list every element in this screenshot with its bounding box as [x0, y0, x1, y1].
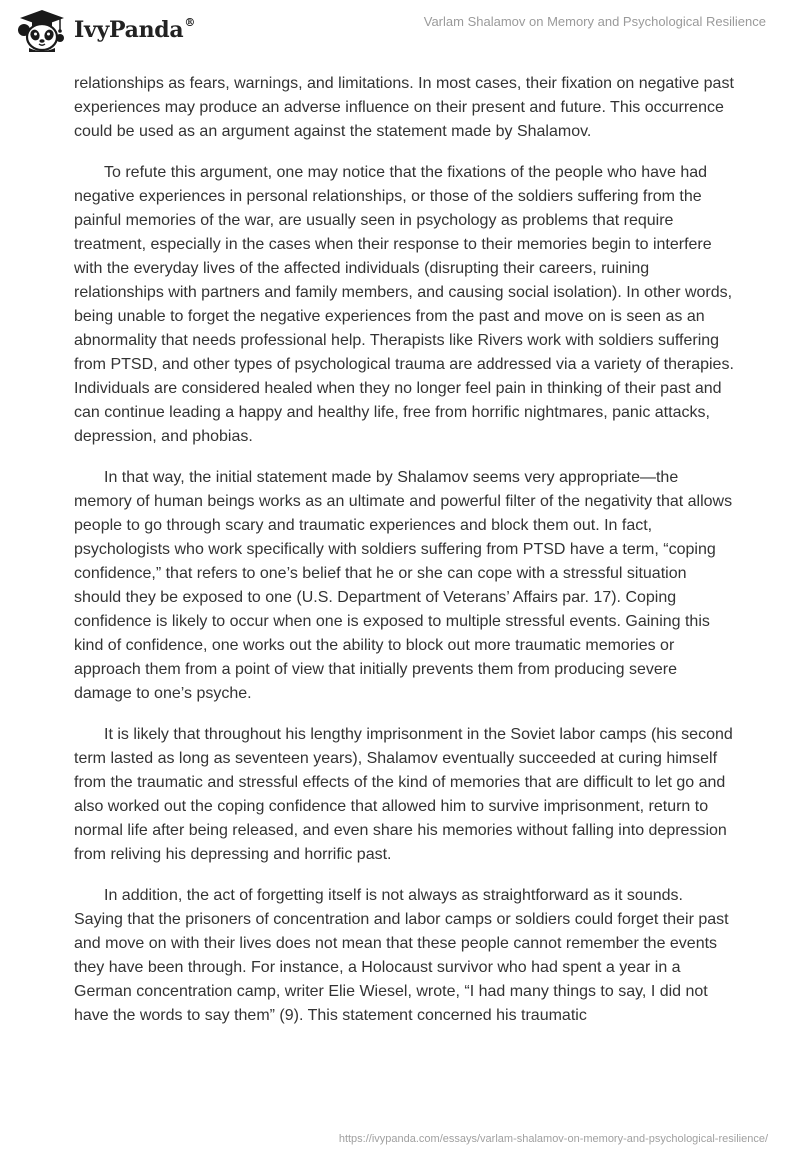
trademark-symbol: ®: [184, 15, 196, 29]
paragraph: In addition, the act of forgetting itself is not always as straightforward as it sounds. Saying that the prisoners of concentration and labor camps or soldiers could forget their past and move on with their lives does not mean that these people cannot remember the events they have been through. For instance, a Holocaust survivor who had spent a year in a German concentration camp, writer Elie Wiesel, wrote, “I had many things to say, I did not have the words to say them” (9). This statement concerned his traumatic: [74, 887, 729, 1024]
brand-text: IvyPanda: [74, 17, 184, 43]
paragraph: In that way, the initial statement made by Shalamov seems very appropriate—the memory of human beings works as an ultimate and powerful filter of the negativity that allows people to go through scary and traumatic experiences and block them out. In fact, psychologists who work specifically with soldiers suffering from PTSD have a term, “coping confidence,” that refers to one’s belief that he or she can cope with a stressful situation should they be exposed to one (U.S. Department of Veterans’ Affairs par. 17). Coping confidence is likely to occur when one is exposed to multiple stressful events. Gaining this kind of confidence, one works out the ability to block out more traumatic memories or approach them from a point of view that initially prevents them from producing severe damage to one’s psyche.: [74, 469, 733, 702]
source-url[interactable]: https://ivypanda.com/essays/varlam-shalamov-on-memory-and-psychological-resilience/: [338, 1133, 768, 1145]
page-header: [0, 0, 800, 60]
brand-name: [74, 17, 195, 43]
logo[interactable]: [14, 8, 195, 52]
paragraph: relationships as fears, warnings, and limitations. In most cases, their fixation on negative past experiences may produce an adverse influence on their present and future. This occurrence could be used as an argument against the statement made by Shalamov.: [74, 75, 734, 140]
document-title: Varlam Shalamov on Memory and Psychological Resilience: [423, 14, 766, 29]
paragraph: To refute this argument, one may notice that the fixations of the people who have had negative experiences in personal relationships, or those of the soldiers suffering from the painful memories of the war, are usually seen in psychology as problems that require treatment, especially in the cases when their response to their memories begin to interfere with the everyday lives of the affected individuals (disrupting their careers, ruining relationships with partners and family members, and causing social isolation). In other words, being unable to forget the negative experiences from the past and move on is seen as an abnormality that needs professional help. Therapists like Rivers work with soldiers suffering from PTSD, and other types of psychological trauma are addressed via a variety of therapies. Individuals are considered healed when they no longer feel pain in thinking of their past and can continue leading a happy and healthy life, free from horrific nightmares, panic attacks, depression, and phobias.: [74, 164, 734, 445]
paragraph: It is likely that throughout his lengthy imprisonment in the Soviet labor camps (his second term lasted as long as seventeen years), Shalamov eventually succeeded at curing himself from the traumatic and stressful effects of the kind of memories that are difficult to let go and also worked out the coping confidence that allowed him to survive imprisonment, return to normal life after being released, and even share his memories without falling into depression from reliving his depressing and horrific past.: [74, 726, 733, 863]
essay-body: [74, 72, 734, 1045]
panda-graduate-icon: [14, 8, 70, 52]
